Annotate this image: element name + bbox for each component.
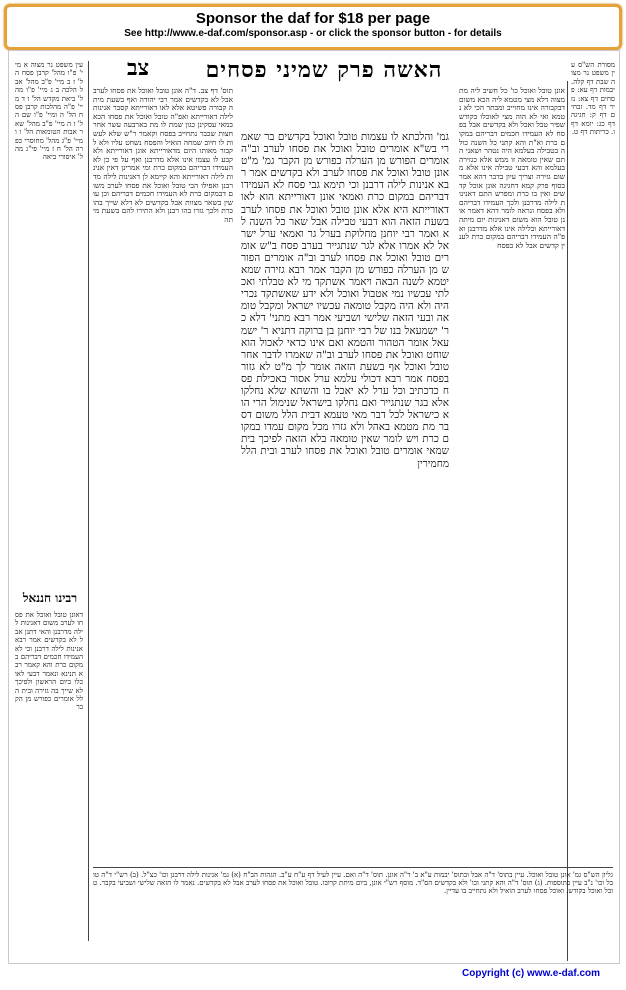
talmud-page bbox=[8, 50, 620, 964]
tosafot-column: אונן טובל ואוכל כו' כל חשיב ליה מת מצוה דלא מצי מטמא ליה הכא משום דבקבורה אינו מחוייב ומבתר הכי לא נטמא ואי לא הוה מצי לאוכלו בקודש שפיר טבל ואכל ולא בקדשים אבל בפסח לא העמידו חכמים דבריהם במקום כרת וא"ת והא קתני כל השנה כולה בטבילה בעלמא היה נטהר ושאני התם שאין טומאה זו ממש אלא כגזירה בעלמא והא דבעי טבילה אינו אלא משום גזירה וצריך עיון בדבר דהא אמר בסוף פרק קמא דחגיגה אונן אוכל קדשים ואין בו כרת ומפרש התם דאנינות לילה מדרבנן ולכך העמידו דבריהם ולא בפסח ונראה לומר דהא דאמר אונן טובל הוא משום דאנינות יום מיתה דאורייתא ובלילה אינו אלא מדרבנן ואפ"ה העמידו דבריהם במקום כרת לענין קדשים אבל לא בפסח bbox=[459, 87, 565, 250]
footnote-divider bbox=[93, 867, 613, 868]
sponsor-banner[interactable] bbox=[4, 4, 622, 50]
copyright-link[interactable]: Copyright (c) www.e-daf.com bbox=[462, 968, 600, 979]
ein-mishpat-column: עין משפט נר מצוה א מיי' פ"ו מהל' קרבן פסח הל' ז ב מיי' פ"ב מהל' אבל הלכה ב ג מיי' פ"ו מהל' ביאת מקדש הל' ז ד מיי' פ"ה מהלכות קרבן פסח הל' ה ומיי' פ"ו שם הל' ז ה מיי' פ"ב מהל' שאר אבות הטומאות הל' ו ו מיי' פ"ג מהל' מחוסרי כפרה הל' ח ז מיי' פי"ג מהל' איסורי ביאה bbox=[15, 61, 83, 162]
sponsor-subtitle[interactable]: See http://www.e-daf.com/sponsor.asp - or click the sponsor button - for details bbox=[124, 28, 502, 39]
page-number: צב bbox=[127, 55, 150, 81]
gemara-text: גמ' והלכתא לו עצמות טובל ואוכל בקדשים בר שאמרי בש"א אומרים טובל ואוכל את פסחו לערב וב"ה אומרים הפורש מן הערלה כפורש מן הקבר גמ' מ"ט אונן טובל ואוכל את פסחו לערב ולא בקדשים אמר רבא אנינות לילה דרבנן וכי תימא גבי פסח לא העמידו דבריהם במקום כרת ואמאי אונן דאורייתא הוא לאו דאורייתא היא אלא אונן טובל ואוכל את פסחו לערב בשעת הזאה הוא דבעי טבילה אבל שאר כל השנה לא ואמר רבי יוחנן מחלוקת בערל גר ואמאי ערל ישראל לא אמרו אלא לגר שנתגייר בערב פסח ב"ש אומרים טובל ואוכל את פסחו לערב וב"ה אומרים הפורש מן הערלה כפורש מן הקבר אמר רבא גזירה שמא יטמא לשנה הבאה ויאמר אשתקד מי לא טבלתי ואכלתי עכשיו נמי אטבול ואוכל ולא ידע שאשתקד נכרי היה ולא היה מקבל טומאה עכשיו ישראל ומקבל טומאה ובעי הזאה שלישי ושביעי אמר רבא מתני' דלא כר' ישמעאל בנו של רבי יוחנן בן ברוקה דתניא ר' ישמעאל אומר הטהור והטמא ואם אינו כדאי לאכול הוא שוחט ואוכל את פסחו לערב וב"ה שאמרו לדבר אחר טובל ואוכל אף בשעת הזאה אומר לך מ"ט לא גזור בפסח אמר רבא דכולי עלמא ערל אסור באכילת פסח כדכתיב וכל ערל לא יאכל בו והשתא שלא נחלקו אלא בגר שנתגייר ואם נחלקו בישראל שנימול הרי הוא כישראל לכל דבר מאי טעמא דבית הלל משום דסבר מת מטמא באהל ולא גזרו מכל מקום עמדו במקום כרת ויש לומר שאין טומאה בלא הזאה לפיכך בית שמאי אומרים טובל ואוכל את פסחו לערב ובית הלל מחמירין bbox=[241, 131, 449, 470]
rashi-column: תוס' דף צב. ד"ה אונן טובל ואוכל את פסחו לערב אבל לא בקדשים אמר רבי יהודה ואף בשעת מיתה קבורה פשיטא אלא לאו דאורייתא קסבר אנינות לילה דאורייתא ואפ"ה טובל ואוכל את פסחו הכא במאי עסקינן כגון שמת לו מת בארבעה עשר אחר חצות שכבר נתחייב בפסח וקאמר ר"ש שלא לעשות לו חיוב שמחה הואיל והפסח נשחט עליו ולא לקבור מאותו היום מדאורייתא אונן דאורייתא ולא קבע לו עצמו אינו אלא מדרבנן ואף על פי כן לא העמידו דבריהם במקום כרת ומי אמרינן דאין אנינות לילה דאורייתא והא קיימא לן דאנינות לילה מדרבנן ואפילו הכי טובל ואוכל את פסחו לערב משום דבמקום כרת לא העמידו חכמים דבריהם וכן עושין בשאר מצוות אבל בקדשים לא דלא שייך בהו כרת ולכך גזרו בהו רבנן ולא התירו להם בשעת מיתה bbox=[93, 87, 233, 224]
left-divider bbox=[88, 61, 89, 941]
rabbeinu-chananel-title: רבינו חננאל bbox=[22, 591, 78, 605]
footnotes: גליון הש"ס גמ' אונן טובל ואוכל. עיין בתוס' ד"ה אבל ובתוס' יבמות ע"א ב' ד"ה אונן. תוס' ד"ה ואם. עיין לעיל דף ע"ח ע"ב. הגהות הב"ח (א) גמ' אנינות לילה דרבנן וכו' כצ"ל. (ב) רש"י ד"ה טובל וכו' נ"ב עיין בתוספות. (ג) תוס' ד"ה והא קתני וכו' ולא בקדשים הס"ד. מוסף רש"י אונן, ביום מיתת קרובו. טובל ואוכל את פסחו לערב אבל לא בקדשים. נאמר לו הזאה שלישי ושביעי בקבר. טובל ואוכל בקודש. ואוכל פסחו לערב הואיל ולא נתחייב בו עדיין. bbox=[93, 871, 613, 896]
margin-divider bbox=[567, 81, 568, 961]
margin-references: מסורת הש"ס עין משפט נר מצוה שבת דף קלה. יבמות דף עא: פסחים דף צא: נזיר דף מד. זבחים דף ק: חגיגה דף כג: יומא דף ו. כריתות דף ט. bbox=[571, 61, 615, 137]
sponsor-title[interactable]: Sponsor the daf for $18 per page bbox=[195, 10, 431, 27]
rabbeinu-chananel-text: דאונן טובל ואוכל את פסחו לערב משום דאנינות לילה מדרבנן והאי דתנן אבל לא בקדשים אמר רבא אנינות לילה דרבנן וכי לא העמידו חכמים דבריהם במקום כרת והא קאמר רבא תנינא ונאמר דבעי לאוכלו ביום הראשון ולפיכך לא שייך בה גזירה ובית הלל אומרים כפורש מן הקבר bbox=[15, 611, 83, 712]
page-header: האשה פרק שמיני פסחים bbox=[205, 57, 443, 83]
